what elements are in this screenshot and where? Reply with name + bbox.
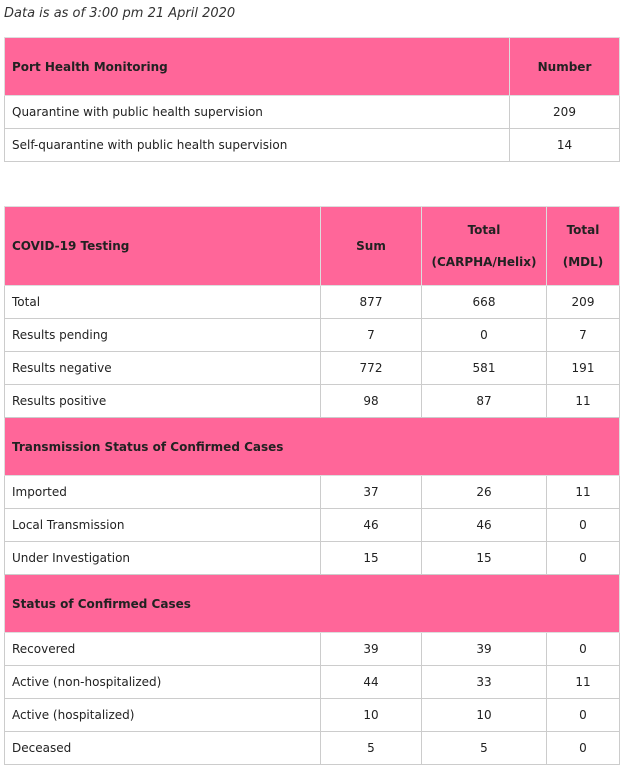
header-title: COVID-19 Testing [5, 207, 321, 286]
table-row [5, 732, 620, 765]
row-value: 7 [321, 319, 422, 352]
row-label: Active (hospitalized) [5, 699, 321, 732]
row-label: Active (non-hospitalized) [5, 666, 321, 699]
row-value: 668 [422, 286, 547, 319]
header-sum: Sum [321, 207, 422, 286]
row-value: 44 [321, 666, 422, 699]
table-header-row [5, 38, 620, 96]
table-row [5, 509, 620, 542]
table-row [5, 352, 620, 385]
table-row [5, 385, 620, 418]
table-row [5, 319, 620, 352]
row-value: 10 [321, 699, 422, 732]
section-header-row [5, 575, 620, 633]
row-value: 209 [547, 286, 620, 319]
row-value: 14 [510, 129, 620, 162]
table-row [5, 129, 620, 162]
row-value: 46 [321, 509, 422, 542]
row-value: 87 [422, 385, 547, 418]
row-value: 7 [547, 319, 620, 352]
row-label: Recovered [5, 633, 321, 666]
row-value: 191 [547, 352, 620, 385]
row-value: 0 [547, 542, 620, 575]
row-value: 37 [321, 476, 422, 509]
row-value: 15 [321, 542, 422, 575]
section-title: Status of Confirmed Cases [5, 575, 620, 633]
row-label: Deceased [5, 732, 321, 765]
row-value: 0 [547, 509, 620, 542]
row-label: Total [5, 286, 321, 319]
header-line: Total [467, 223, 501, 237]
row-label: Self-quarantine with public health supervision [5, 129, 510, 162]
port-health-table [4, 37, 620, 162]
header-line: (CARPHA/Helix) [431, 255, 537, 269]
row-value: 5 [422, 732, 547, 765]
header-total-carpha [422, 207, 547, 286]
row-value: 10 [422, 699, 547, 732]
data-date-note: Data is as of 3:00 pm 21 April 2020 [4, 6, 236, 21]
header-line: (MDL) [562, 255, 604, 269]
row-value: 11 [547, 476, 620, 509]
row-label: Quarantine with public health supervision [5, 96, 510, 129]
row-value: 772 [321, 352, 422, 385]
row-value: 11 [547, 385, 620, 418]
header-total-mdl [547, 207, 620, 286]
section-header-row [5, 418, 620, 476]
row-value: 11 [547, 666, 620, 699]
table-row [5, 286, 620, 319]
header-title: Port Health Monitoring [5, 38, 510, 96]
table-header-row [5, 207, 620, 286]
row-value: 0 [547, 699, 620, 732]
row-label: Results negative [5, 352, 321, 385]
row-value: 15 [422, 542, 547, 575]
row-value: 877 [321, 286, 422, 319]
section-title: Transmission Status of Confirmed Cases [5, 418, 620, 476]
row-value: 209 [510, 96, 620, 129]
row-label: Results positive [5, 385, 321, 418]
row-label: Imported [5, 476, 321, 509]
row-value: 46 [422, 509, 547, 542]
table-row [5, 699, 620, 732]
row-value: 581 [422, 352, 547, 385]
table-row [5, 666, 620, 699]
row-value: 26 [422, 476, 547, 509]
row-label: Under Investigation [5, 542, 321, 575]
row-value: 39 [422, 633, 547, 666]
row-value: 0 [422, 319, 547, 352]
row-value: 0 [547, 732, 620, 765]
row-value: 98 [321, 385, 422, 418]
covid-testing-table [4, 206, 620, 765]
header-number: Number [510, 38, 620, 96]
row-value: 5 [321, 732, 422, 765]
row-label: Results pending [5, 319, 321, 352]
row-value: 33 [422, 666, 547, 699]
table-row [5, 96, 620, 129]
table-row [5, 476, 620, 509]
header-line: Total [566, 223, 600, 237]
row-value: 39 [321, 633, 422, 666]
row-label: Local Transmission [5, 509, 321, 542]
row-value: 0 [547, 633, 620, 666]
table-row [5, 542, 620, 575]
table-row [5, 633, 620, 666]
